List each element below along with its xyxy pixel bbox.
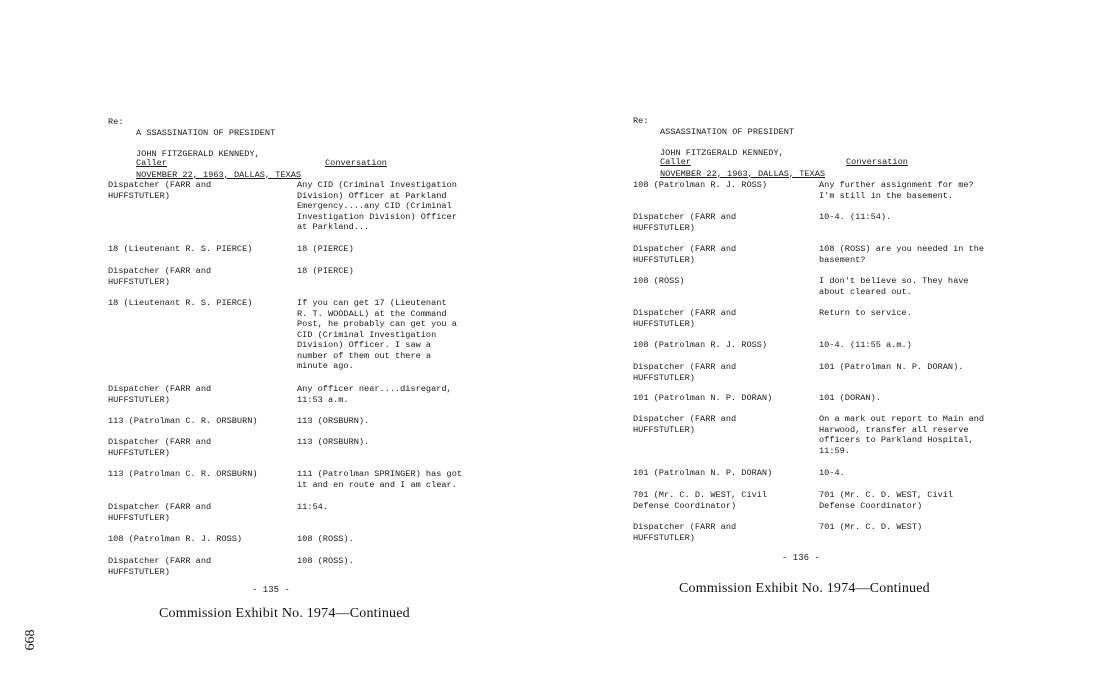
caller-cell: 18 (Lieutenant R. S. PIERCE) [108, 244, 253, 254]
conversation-cell: 108 (ROSS). [297, 556, 354, 566]
caller-cell: Dispatcher (FARR and HUFFSTUTLER) [633, 414, 737, 435]
conversation-cell: 18 (PIERCE) [297, 266, 354, 276]
conversation-cell: Any further assignment for me? I'm still in the basement. [819, 180, 974, 201]
caller-cell: 18 (Lieutenant R. S. PIERCE) [108, 298, 253, 308]
caller-cell: 101 (Patrolman N. P. DORAN) [633, 468, 773, 478]
header-line: JOHN FITZGERALD KENNEDY, [660, 147, 784, 158]
conversation-cell: 101 (DORAN). [819, 393, 881, 403]
conversation-cell: On a mark out report to Main and Harwood, transfer all reserve officers to Parkland Hospital, 11:59. [819, 414, 985, 456]
conversation-cell: Any officer near....disregard, 11:53 a.m. [297, 384, 452, 405]
re-label: Re: [108, 117, 124, 127]
exhibit-caption: Commission Exhibit No. 1974—Continued [159, 606, 410, 621]
conversation-cell: 10-4. (11:55 a.m.) [819, 340, 912, 350]
caller-cell: Dispatcher (FARR and HUFFSTUTLER) [108, 437, 212, 458]
conversation-cell: 111 (Patrolman SPRINGER) has got it and en route and I am clear. [297, 469, 463, 490]
caller-cell: Dispatcher (FARR and HUFFSTUTLER) [108, 502, 212, 523]
caller-cell: Dispatcher (FARR and HUFFSTUTLER) [633, 212, 737, 233]
caller-cell: Dispatcher (FARR and HUFFSTUTLER) [633, 244, 737, 265]
header-line: NOVEMBER 22, 1963, DALLAS, TEXAS [660, 168, 826, 179]
caller-cell: 108 (Patrolman R. J. ROSS) [108, 534, 243, 544]
page-number: - 136 - [782, 553, 820, 563]
re-label: Re: [633, 116, 649, 126]
conversation-cell: 108 (ROSS). [297, 534, 354, 544]
caller-column-header: Caller [136, 158, 167, 168]
caller-cell: Dispatcher (FARR and HUFFSTUTLER) [108, 266, 212, 287]
header-line: JOHN FITZGERALD KENNEDY, [136, 148, 260, 159]
caller-cell: Dispatcher (FARR and HUFFSTUTLER) [633, 308, 737, 329]
header-line: NOVEMBER 22, 1963, DALLAS, TEXAS [136, 169, 302, 180]
caller-cell: Dispatcher (FARR and HUFFSTUTLER) [108, 180, 212, 201]
caller-cell: 113 (Patrolman C. R. ORSBURN) [108, 416, 258, 426]
conversation-cell: Return to service. [819, 308, 912, 318]
conversation-cell: 701 (Mr. C. D. WEST) [819, 522, 923, 532]
volume-page-number: 668 [23, 629, 38, 651]
exhibit-caption: Commission Exhibit No. 1974—Continued [679, 581, 930, 596]
caller-cell: 101 (Patrolman N. P. DORAN) [633, 393, 773, 403]
caller-column-header: Caller [660, 157, 691, 167]
page-number: - 135 - [252, 585, 290, 595]
header-line: A SSASSINATION OF PRESIDENT [136, 127, 276, 138]
conversation-cell: 113 (ORSBURN). [297, 437, 370, 447]
conversation-cell: Any CID (Criminal Investigation Division) Officer at Parkland Emergency....any CID (Criminal Investigation Division) Officer at Parkland... [297, 180, 457, 232]
conversation-cell: 113 (ORSBURN). [297, 416, 370, 426]
conversation-column-header: Conversation [325, 158, 387, 168]
caller-cell: 701 (Mr. C. D. WEST, Civil Defense Coordinator) [633, 490, 768, 511]
caller-cell: 108 (Patrolman R. J. ROSS) [633, 340, 768, 350]
conversation-cell: 10-4. [819, 468, 845, 478]
header-line: ASSASSINATION OF PRESIDENT [660, 126, 795, 137]
conversation-cell: 11:54. [297, 502, 328, 512]
caller-cell: Dispatcher (FARR and HUFFSTUTLER) [108, 384, 212, 405]
conversation-cell: 701 (Mr. C. D. WEST, Civil Defense Coordinator) [819, 490, 954, 511]
caller-cell: 113 (Patrolman C. R. ORSBURN) [108, 469, 258, 479]
caller-cell: Dispatcher (FARR and HUFFSTUTLER) [633, 522, 737, 543]
conversation-cell: 101 (Patrolman N. P. DORAN). [819, 362, 964, 372]
conversation-column-header: Conversation [846, 157, 908, 167]
caller-cell: Dispatcher (FARR and HUFFSTUTLER) [633, 362, 737, 383]
caller-cell: Dispatcher (FARR and HUFFSTUTLER) [108, 556, 212, 577]
subject-header [660, 116, 825, 190]
conversation-cell: 10-4. (11:54). [819, 212, 892, 222]
conversation-cell: If you can get 17 (Lieutenant R. T. WOODALL) at the Command Post, he probably can get you a CID (Criminal Investigation Division) Officer. I saw a number of them out there a minute ago. [297, 298, 457, 371]
conversation-cell: 108 (ROSS) are you needed in the basement? [819, 244, 985, 265]
caller-cell: 108 (Patrolman R. J. ROSS) [633, 180, 768, 190]
conversation-cell: I don't believe so. They have about cleared out. [819, 276, 969, 297]
caller-cell: 108 (ROSS) [633, 276, 685, 286]
conversation-cell: 18 (PIERCE) [297, 244, 354, 254]
